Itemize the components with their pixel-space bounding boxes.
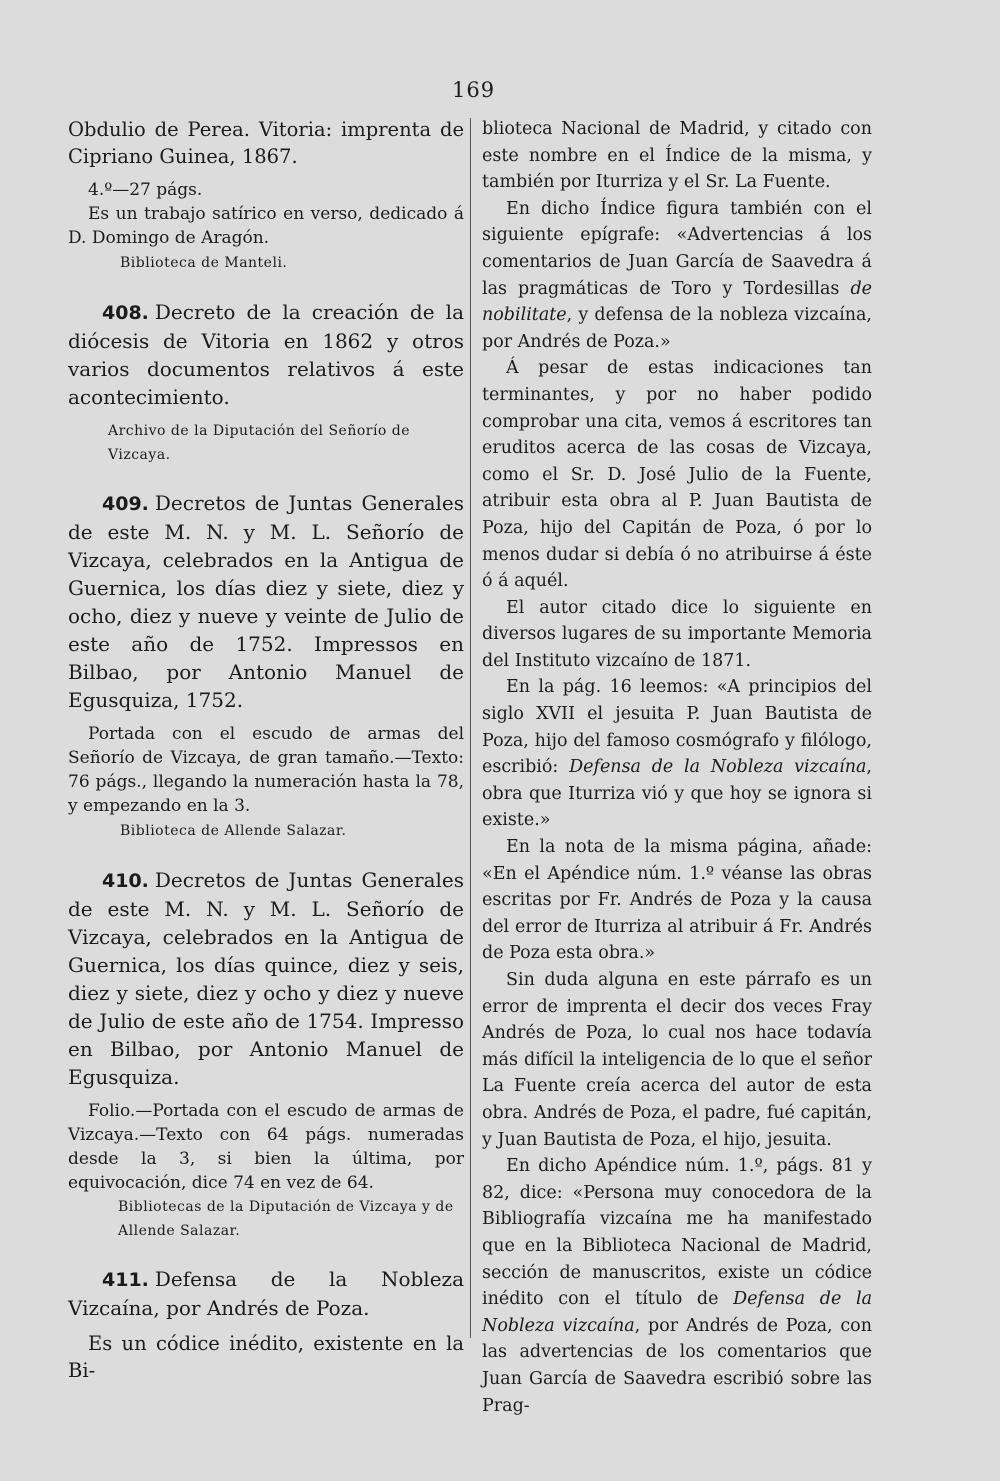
paragraph: En dicho Apéndice núm. 1.º, págs. 81 y 82, dice: «Persona muy conocedora de la Bibliografía vizcaína me ha manifestado que en la Biblioteca Nacional de Madrid, sección de manuscritos, existe un códice inédito con el título de Defensa de la Nobleza vizcaína, por Andrés de Poza, con las advertencias de los comentarios que Juan García de Saavedra escribió sobre las Prag- [482, 1156, 872, 1416]
intro-note: Es un trabajo satírico en verso, dedicado á D. Domingo de Aragón. [68, 204, 464, 248]
paragraph: Á pesar de estas indicaciones tan terminantes, y por no haber podido comprobar una cita, vemos á escritores tan eruditos acerca de las cosas de Vizcaya, como el Sr. D. José Julio de la Fuente, atribuir esta obra al P. Juan Bautista de Poza, hijo del Capitán de Poza, ó por lo menos dudar si debía ó no atribuirse á éste ó á aquél. [482, 358, 872, 592]
left-column [68, 116, 464, 1384]
intro-line: Obdulio de Perea. Vitoria: imprenta de Cipriano Guinea, 1867. [68, 118, 464, 168]
entry-number: 410. [102, 870, 149, 892]
entry-location: Biblioteca de Allende Salazar. [120, 823, 347, 839]
paragraph: En la nota de la misma página, añade: «En el Apéndice núm. 1.º véanse las obras escritas por Fr. Andrés de Poza y la causa del error de Iturriza al atribuir á Fr. Andrés de Poza esta obra.» [482, 837, 872, 964]
entry-location: Bibliotecas de la Diputación de Vizcaya y de Allende Salazar. [118, 1199, 454, 1239]
entry-description: Es un códice inédito, existente en la Bi- [68, 1332, 464, 1382]
entry-description: Portada con el escudo de armas del Señorío de Vizcaya, de gran tamaño.—Texto: 76 págs., llegando la numeración hasta la 78, y empezando en la 3. [68, 724, 464, 816]
paragraph: En la pág. 16 leemos: «A principios del siglo XVII el jesuita P. Juan Bautista de Poza, hijo del famoso cosmógrafo y filólogo, escribió: Defensa de la Nobleza vizcaína, obra que Iturriza vió y que hoy se ignora si existe.» [482, 677, 872, 831]
intro-format: 4.º—27 págs. [88, 180, 203, 200]
entry-description: Folio.—Portada con el escudo de armas de Vizcaya.—Texto con 64 págs. numeradas desde la 3, si bien la última, por equivocación, dice 74 en vez de 64. [68, 1101, 464, 1193]
page-number: 169 [452, 78, 496, 102]
entry-411 [68, 1265, 464, 1384]
paragraph: El autor citado dice lo siguiente en diversos lugares de su importante Memoria del Instituto vizcaíno de 1871. [482, 597, 872, 671]
entry-number: 408. [102, 302, 149, 324]
entry-409 [68, 489, 464, 844]
right-column [482, 116, 872, 1419]
entry-number: 409. [102, 493, 149, 515]
intro-location: Biblioteca de Manteli. [120, 255, 288, 271]
entry-title: 410. Decretos de Juntas Generales de este M. N. y M. L. Señorío de Vizcaya, celebrados en la Antigua de Guernica, los días quince, diez y seis, diez y siete, diez y ocho y diez y nueve de Julio de este año de 1754. Impresso en Bilbao, por Antonio Manuel de Egusquiza. [68, 868, 464, 1089]
paragraph: En dicho Índice figura también con el siguiente epígrafe: «Advertencias á los comentarios de Juan García de Saavedra á las pragmáticas de Toro y Tordesillas de nobilitate, y defensa de la nobleza vizcaína, por Andrés de Poza.» [482, 198, 872, 352]
entry-410 [68, 866, 464, 1243]
entry-title: 409. Decretos de Juntas Generales de este M. N. y M. L. Señorío de Vizcaya, celebrados en la Antigua de Guernica, los días diez y siete, diez y ocho, diez y nueve y veinte de Julio de este año de 1752. Impressos en Bilbao, por Antonio Manuel de Egusquiza, 1752. [68, 491, 464, 712]
paragraph: blioteca Nacional de Madrid, y citado con este nombre en el Índice de la misma, y también por Iturriza y el Sr. La Fuente. [482, 119, 872, 193]
column-divider [470, 118, 471, 1338]
entry-408 [68, 298, 464, 467]
entry-number: 411. [102, 1269, 149, 1291]
paragraph: Sin duda alguna en este párrafo es un error de imprenta el decir dos veces Fray Andrés de Poza, lo cual nos hace todavía más difícil la inteligencia de lo que el señor La Fuente creía acerca del autor de esta obra. Andrés de Poza, el padre, fué capitán, y Juan Bautista de Poza, el hijo, jesuita. [482, 970, 872, 1150]
entry-title: 411. Defensa de la Nobleza Vizcaína, por Andrés de Poza. [68, 1267, 464, 1320]
entry-title: 408. Decreto de la creación de la diócesis de Vitoria en 1862 y otros varios documentos relativos á este acontecimiento. [68, 300, 464, 409]
entry-location: Archivo de la Diputación del Señorío de Vizcaya. [108, 423, 411, 463]
